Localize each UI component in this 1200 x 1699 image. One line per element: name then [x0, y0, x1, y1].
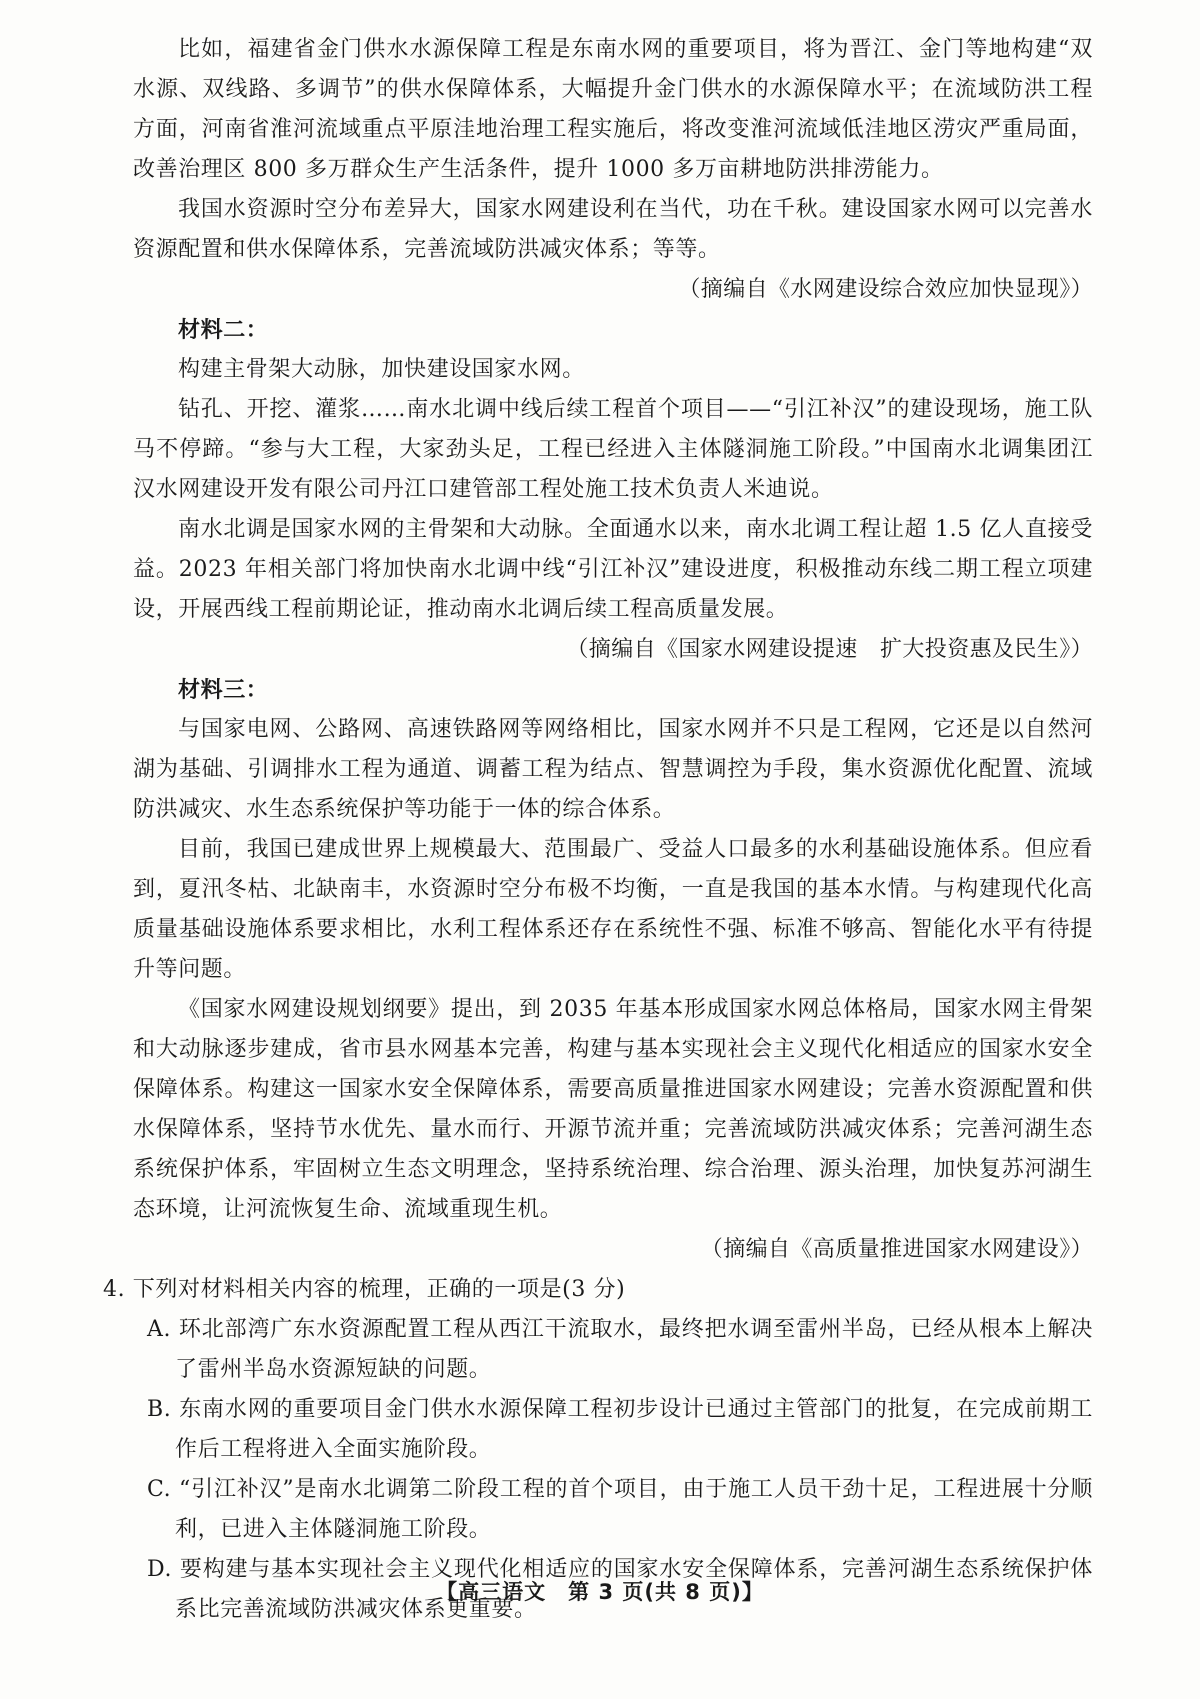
- paragraph: 钻孔、开挖、灌浆……南水北调中线后续工程首个项目——“引江补汉”的建设现场，施工队马不停蹄。“参与大工程，大家劲头足，工程已经进入主体隧洞施工阶段。”中国南水北调集团江汉水网建设开发有限公司丹江口建管部工程处施工技术负责人米迪说。: [133, 397, 1093, 502]
- paragraph: 南水北调是国家水网的主骨架和大动脉。全面通水以来，南水北调工程让超 1.5 亿人直接受益。2023 年相关部门将加快南水北调中线“引江补汉”建设进度，积极推动东线二期工程立项建设，开展西线工程前期论证，推动南水北调后续工程高质量发展。: [133, 517, 1093, 622]
- paragraph: 与国家电网、公路网、高速铁路网等网络相比，国家水网并不只是工程网，它还是以自然河湖为基础、引调排水工程为通道、调蓄工程为结点、智慧调控为手段，集水资源优化配置、流域防洪减灾、水生态系统保护等功能于一体的综合体系。: [133, 717, 1093, 822]
- paragraph: 构建主骨架大动脉，加快建设国家水网。: [178, 357, 585, 382]
- paragraph: 《国家水网建设规划纲要》提出，到 2035 年基本形成国家水网总体格局，国家水网主骨架和大动脉逐步建成，省市县水网基本完善，构建与基本实现社会主义现代化相适应的国家水安全保障体系。构建这一国家水安全保障体系，需要高质量推进国家水网建设；完善水资源配置和供水保障体系，坚持节水优先、量水而行、开源节流并重；完善流域防洪减灾体系；完善河湖生态系统保护体系，牢固树立生态文明理念，坚持系统治理、综合治理、源头治理，加快复苏河湖生态环境，让河流恢复生命、流域重现生机。: [133, 997, 1093, 1222]
- page-footer: 【高三语文 第 3 页(共 8 页)】: [436, 1580, 764, 1604]
- answer-option-a: A. 环北部湾广东水资源配置工程从西江干流取水，最终把水调至雷州半岛，已经从根本上解决了雷州半岛水资源短缺的问题。: [147, 1317, 1093, 1382]
- answer-option-c: C. “引江补汉”是南水北调第二阶段工程的首个项目，由于施工人员干劲十足，工程进展十分顺利，已进入主体隧洞施工阶段。: [147, 1477, 1093, 1542]
- question-stem: 4. 下列对材料相关内容的梳理，正确的一项是(3 分): [103, 1277, 626, 1302]
- page-content: [103, 30, 1093, 1630]
- paragraph: 我国水资源时空分布差异大，国家水网建设利在当代，功在千秋。建设国家水网可以完善水资源配置和供水保障体系，完善流域防洪减灾体系；等等。: [133, 197, 1093, 262]
- source-citation: （摘编自《高质量推进国家水网建设》）: [700, 1237, 1093, 1262]
- material-heading: 材料二：: [178, 317, 269, 343]
- source-citation: （摘编自《水网建设综合效应加快显现》）: [678, 277, 1093, 302]
- answer-option-b: B. 东南水网的重要项目金门供水水源保障工程初步设计已通过主管部门的批复，在完成前期工作后工程将进入全面实施阶段。: [147, 1397, 1093, 1462]
- paragraph: 目前，我国已建成世界上规模最大、范围最广、受益人口最多的水利基础设施体系。但应看到，夏汛冬枯、北缺南丰，水资源时空分布极不均衡，一直是我国的基本水情。与构建现代化高质量基础设施体系要求相比，水利工程体系还存在系统性不强、标准不够高、智能化水平有待提升等问题。: [133, 837, 1093, 982]
- material-heading: 材料三：: [178, 677, 269, 703]
- source-citation: （摘编自《国家水网建设提速 扩大投资惠及民生》）: [566, 637, 1093, 662]
- paragraph: 比如，福建省金门供水水源保障工程是东南水网的重要项目，将为晋江、金门等地构建“双水源、双线路、多调节”的供水保障体系，大幅提升金门供水的水源保障水平；在流域防洪工程方面，河南省淮河流域重点平原洼地治理工程实施后，将改变淮河流域低洼地区涝灾严重局面，改善治理区 800 多万群众生产生活条件，提升 1000 多万亩耕地防洪排涝能力。: [133, 37, 1093, 182]
- answer-option-d: D. 要构建与基本实现社会主义现代化相适应的国家水安全保障体系，完善河湖生态系统保护体系比完善流域防洪减灾体系更重要。: [147, 1557, 1093, 1622]
